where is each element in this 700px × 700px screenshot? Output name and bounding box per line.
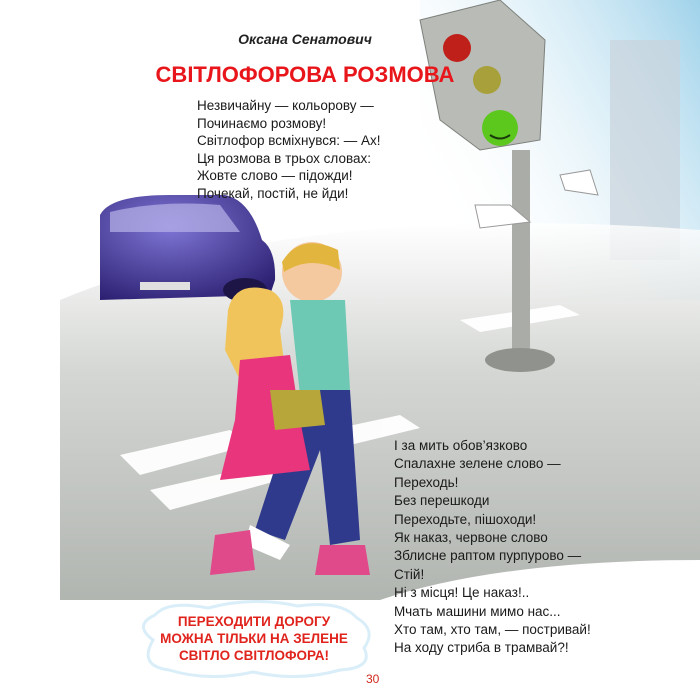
poem-line: І за мить обов’язково bbox=[394, 438, 528, 453]
safety-callout bbox=[128, 613, 380, 664]
callout-line: МОЖНА ТІЛЬКИ НА ЗЕЛЕНЕ bbox=[160, 631, 348, 646]
poem-line: Незвичайну — кольорову — bbox=[197, 98, 374, 113]
poem-line: Переходьте, пішоходи! bbox=[394, 511, 537, 527]
poem-line: Хто там, хто там, — постривай! bbox=[394, 622, 591, 638]
callout-line: ПЕРЕХОДИТИ ДОРОГУ bbox=[177, 614, 331, 629]
poem-stanza-2 bbox=[394, 437, 591, 658]
poem-stanza-1 bbox=[197, 97, 381, 202]
callout-line: СВІТЛО СВІТЛОФОРА! bbox=[178, 648, 330, 663]
poem-line: Спалахне зелене слово — bbox=[394, 456, 561, 472]
poem-line: Світлофор всміхнувся: — Ах! bbox=[197, 133, 381, 148]
poem-line: Ця розмова в трьох словах: bbox=[197, 150, 371, 166]
page-number: 30 bbox=[366, 672, 380, 686]
poem-line: Жовте слово — підожди! bbox=[197, 168, 353, 183]
poem-line: Без перешкоди bbox=[394, 493, 490, 509]
poem-title: СВІТЛОФОРОВА РОЗМОВА bbox=[155, 62, 455, 87]
poem-line: Як наказ, червоне слово bbox=[394, 530, 548, 546]
car bbox=[100, 195, 275, 302]
poem-line: Стій! bbox=[394, 566, 425, 582]
poem-line: Почекай, постій, не йди! bbox=[197, 185, 349, 201]
poem-line: Зблисне раптом пурпурово — bbox=[394, 548, 582, 564]
poem-line: Мчать машини мимо нас... bbox=[394, 603, 561, 619]
author-name: Оксана Сенатович bbox=[238, 31, 372, 47]
poem-line: Переходь! bbox=[394, 474, 459, 490]
poem-line: Ні з місця! Це наказ!.. bbox=[394, 585, 530, 601]
poem-line: Починаємо розмову! bbox=[197, 115, 327, 131]
poem-line: На ходу стриба в трамвай?! bbox=[394, 640, 569, 656]
